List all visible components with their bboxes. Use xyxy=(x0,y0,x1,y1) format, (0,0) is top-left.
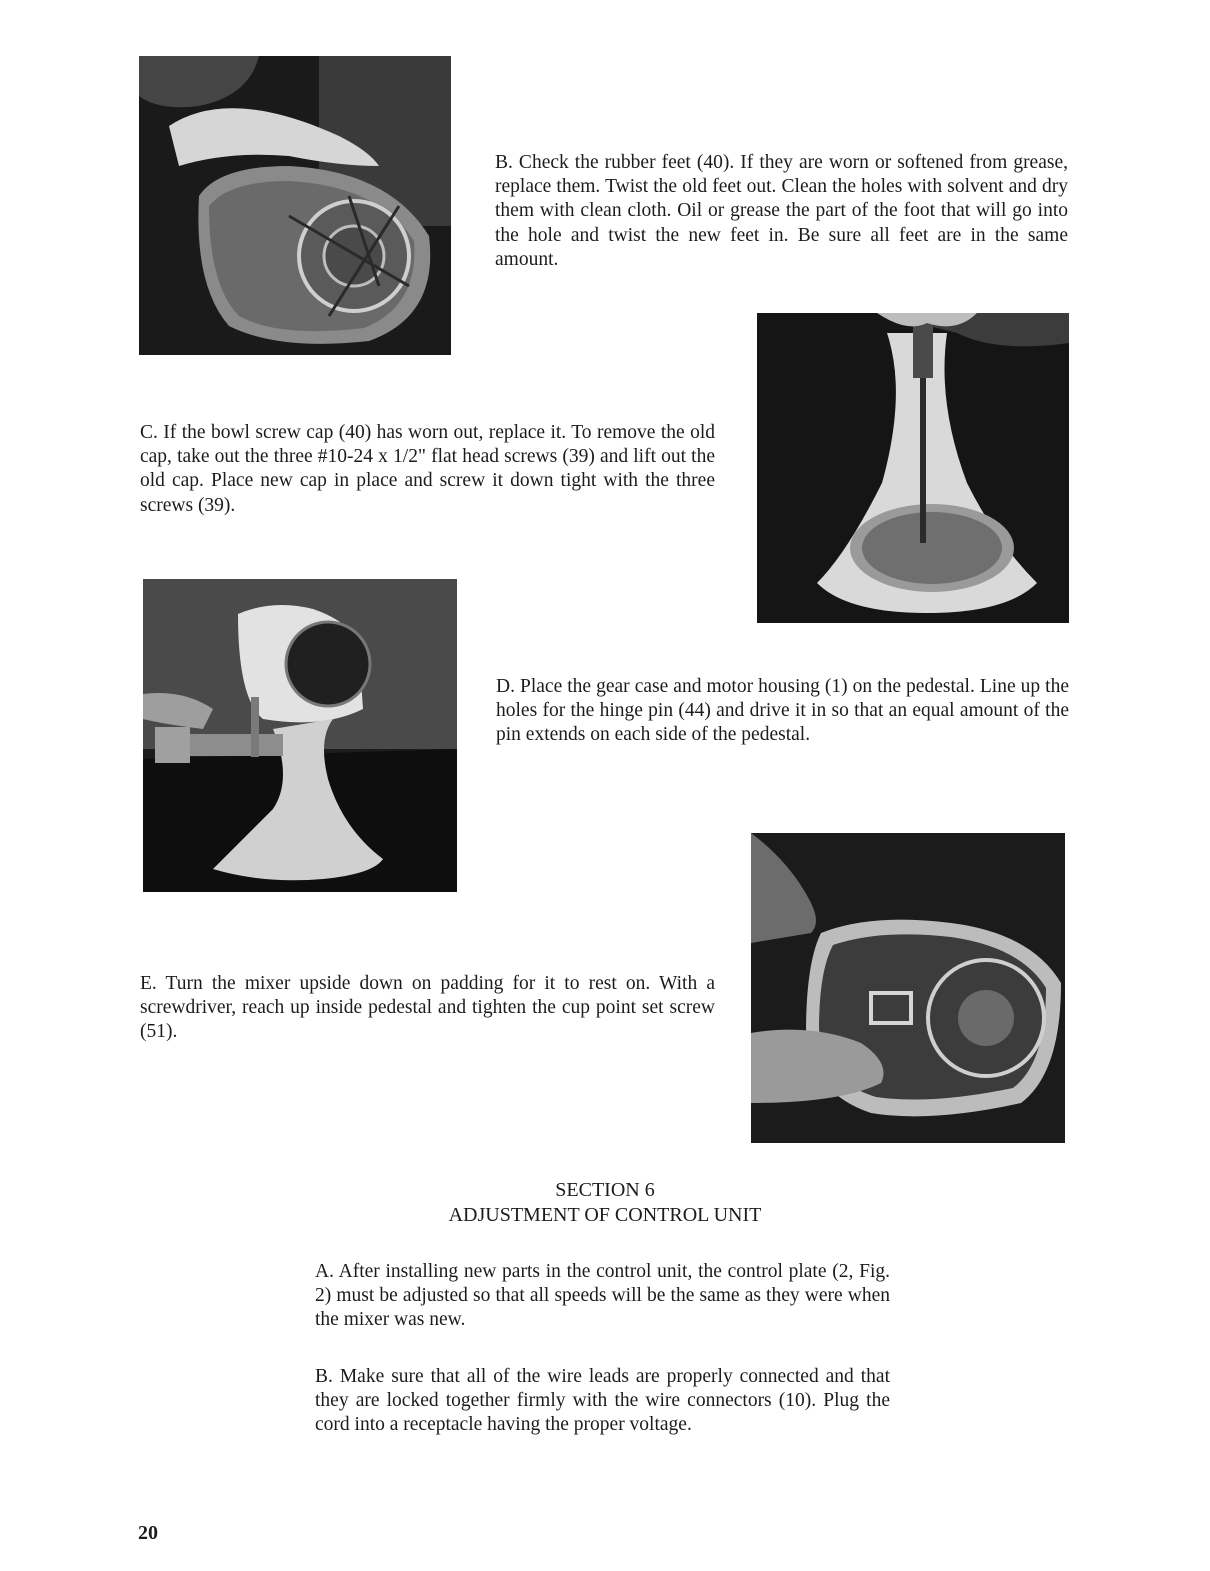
photo-rubber-feet xyxy=(139,56,451,355)
section-step-a-text: A. After installing new parts in the control unit, the control plate (2, Fig. 2) must be adjusted so that all speeds will be the same as they were when the mixer was new. xyxy=(315,1261,890,1331)
photo-hinge-pin xyxy=(143,579,457,892)
section-title: ADJUSTMENT OF CONTROL UNIT xyxy=(448,1204,762,1226)
step-e-text: E. Turn the mixer upside down on padding for it to rest on. With a screwdriver, reach up inside pedestal and tighten the cup point set screw (51). xyxy=(140,973,715,1043)
photo-set-screw xyxy=(751,833,1065,1143)
step-d-text: D. Place the gear case and motor housing (1) on the pedestal. Line up the holes for the hinge pin (44) and drive it in so that an equal amount of the pin extends on each side of the pedestal. xyxy=(496,676,1069,746)
photo-bowl-screw-cap xyxy=(757,313,1069,623)
section-step-b-text: B. Make sure that all of the wire leads are properly connected and that they are locked together firmly with the wire connectors (10). Plug the cord into a receptacle having the proper voltage. xyxy=(315,1366,890,1436)
step-b-text: B. Check the rubber feet (40). If they are worn or softened from grease, replace them. Twist the old feet out. Clean the holes with solvent and dry them with clean cloth. Oil or grease the part of the foot that will go into the hole and twist the new feet in. Be sure all feet are in the same amount. xyxy=(495,152,1068,270)
page-number: 20 xyxy=(138,1522,158,1544)
step-c-text: C. If the bowl screw cap (40) has worn out, replace it. To remove the old cap, take out the three #10-24 x 1/2" flat head screws (39) and lift out the old cap. Place new cap in place and screw it down tight with the three screws (39). xyxy=(140,422,715,516)
section-number: SECTION 6 xyxy=(555,1179,655,1201)
